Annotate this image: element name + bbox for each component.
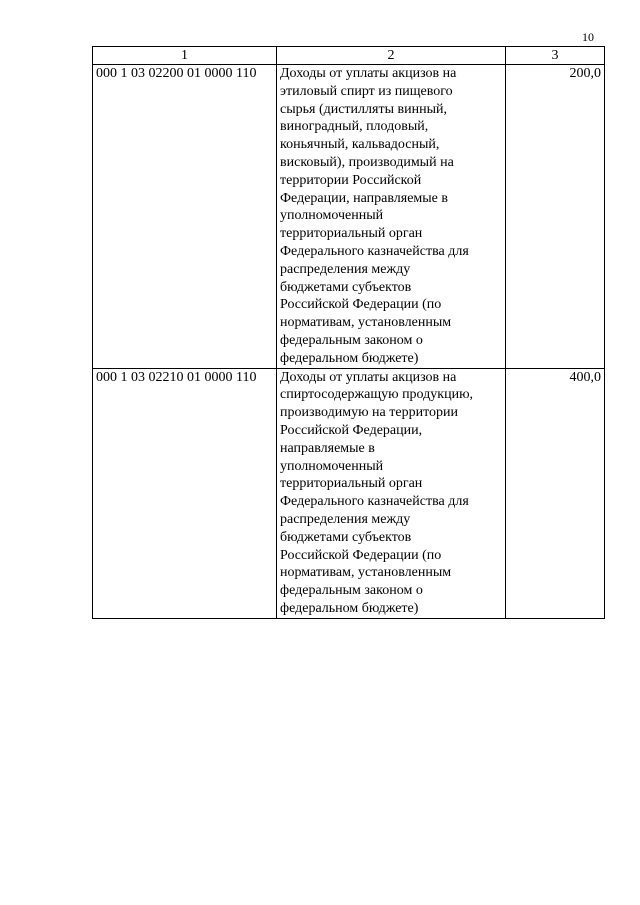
table-body [93, 65, 605, 619]
description-line: Российской Федерации (по [280, 547, 442, 563]
description-line: бюджетами субъектов [280, 529, 412, 545]
description-line: Федерации, направляемые в [280, 190, 448, 206]
table-row [93, 368, 605, 618]
description-line: виноградный, плодовый, [280, 119, 429, 135]
budget-code-cell: 000 1 03 02210 01 0000 110 [93, 368, 277, 618]
description-line: территории Российской [280, 172, 422, 188]
description-line: висковый), производимый на [280, 154, 454, 170]
description-line: федеральном бюджете) [280, 350, 419, 366]
description-line: федеральном бюджете) [280, 600, 419, 616]
description-line: уполномоченный [280, 458, 384, 474]
description-line: спиртосодержащую продукцию, [280, 387, 474, 403]
description-cell [277, 65, 506, 369]
description-line: распределения между [280, 511, 411, 527]
column-header-1: 1 [93, 47, 277, 65]
revenue-table [92, 46, 605, 619]
table-header [93, 47, 605, 65]
description-line: Российской Федерации, [280, 422, 423, 438]
description-line: нормативам, установленным [280, 565, 452, 581]
description-line: распределения между [280, 261, 411, 277]
description-cell [277, 368, 506, 618]
description-line: сырья (дистилляты винный, [280, 101, 447, 117]
description-line: Доходы от уплаты акцизов на [280, 66, 457, 81]
page-number: 10 [582, 30, 594, 44]
budget-code-cell: 000 1 03 02200 01 0000 110 [93, 65, 277, 369]
description-line: федеральным законом о [280, 583, 423, 599]
column-header-3: 3 [506, 47, 605, 65]
description-line: бюджетами субъектов [280, 279, 412, 295]
description-line: федеральным законом о [280, 332, 423, 348]
amount-cell: 400,0 [506, 368, 605, 618]
description-line: Доходы от уплаты акцизов на [280, 369, 457, 385]
description-line: Федерального казначейства для [280, 243, 469, 259]
description-line: Российской Федерации (по [280, 297, 442, 313]
table-row [93, 65, 605, 369]
description-line: Федерального казначейства для [280, 494, 469, 510]
description-line: нормативам, установленным [280, 315, 452, 331]
amount-cell: 200,0 [506, 65, 605, 369]
header-row [93, 47, 605, 65]
column-header-2: 2 [277, 47, 506, 65]
description-line: уполномоченный [280, 208, 384, 224]
description-line: территориальный орган [280, 476, 423, 492]
description-line: производимую на территории [280, 405, 459, 421]
description-line: этиловый спирт из пищевого [280, 83, 453, 99]
description-line: коньячный, кальвадосный, [280, 137, 440, 153]
description-line: направляемые в [280, 440, 375, 456]
description-line: территориальный орган [280, 226, 423, 242]
